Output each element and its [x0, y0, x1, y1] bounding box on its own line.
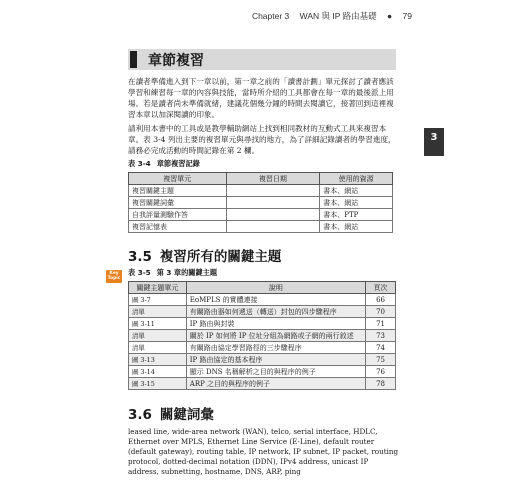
table-3-5-title: 第 3 章的關鍵主題 [156, 268, 218, 277]
key-topic-cell: 清單 [129, 342, 187, 354]
header-bullet-icon: ● [387, 11, 393, 21]
col-header-review-unit: 複習單元 [129, 173, 227, 185]
key-topic-cell: 圖 3-13 [129, 354, 187, 366]
table-row [129, 197, 393, 209]
key-topic-cell: 圖 3-7 [129, 294, 187, 306]
table-3-4-caption [128, 159, 200, 169]
page-cell: 78 [366, 378, 396, 390]
table-row [129, 318, 396, 330]
key-topic-icon [106, 270, 122, 283]
chapter-review-paragraph-2: 請利用本書中的工具或是教學輔助網站上找到相同教材的互動式工具來複習本章。表 3-4 列出主要的複習單元與尋找的地方，為了詳細記錄讀者的學習進度，請務必完成活動的時間記錄在第 2 欄。 [128, 124, 396, 155]
review-date-cell [226, 185, 320, 197]
section-3-5-title: 複習所有的關鍵主題 [159, 249, 282, 265]
key-topic-cell: 圖 3-11 [129, 318, 187, 330]
col-header-key-topic: 關鍵主題單元 [129, 282, 187, 294]
chapter-review-paragraph-1: 在讀者準備進入到下一章以前，第一章之前的「讀書計劃」單元探討了讀者應該學習和練習每一章的內容與技能，當時所介紹的工具都會在每一章的最後派上用場。若是讀者尚未準備就緒，建議花個幾分鐘的時間去閱讀它，接著回到這裡複習本章以加深閱讀的印象。 [128, 77, 394, 119]
table-row [129, 330, 396, 342]
running-header [252, 10, 412, 22]
description-cell: 有關路由協定學習路徑的三步驟程序 [186, 342, 365, 354]
page-cell: 66 [366, 294, 396, 306]
table-row [129, 342, 396, 354]
section-3-5-number: 3.5 [128, 249, 152, 265]
resource-cell: 書本、網站 [320, 197, 393, 209]
table-header-row [129, 282, 396, 294]
key-topic-cell: 清單 [129, 330, 187, 342]
key-terms-paragraph: leased line, wide-area network (WAN), telco, serial interface, HDLC, Ethernet over MPLS, Ethernet Line Service (E-Line), default router (default gateway), routing table, IP network, IP subnet, IP packet, routing protocol, dotted-decimal notation (DDN), IPv4 address, unicast IP address, subnetting, hostname, DNS, ARP, ping [128, 427, 399, 476]
description-cell: 有關路由器如何遞送（轉送）封包的四步驟程序 [186, 306, 365, 318]
page-cell: 71 [366, 318, 396, 330]
section-3-6-number: 3.6 [128, 407, 152, 423]
review-date-cell [226, 209, 320, 221]
key-topic-line1: Key [109, 271, 119, 276]
description-cell: IP 路由協定的基本程序 [186, 354, 365, 366]
review-unit-cell: 複習關鍵主題 [129, 185, 227, 197]
chapter-side-tab: 3 [424, 128, 444, 156]
chapter-review-table [128, 172, 393, 233]
page-cell: 73 [366, 330, 396, 342]
review-date-cell [226, 221, 320, 233]
table-row [129, 366, 396, 378]
resource-cell: 書本、網站 [320, 221, 393, 233]
table-row [129, 294, 396, 306]
table-header-row [129, 173, 393, 185]
col-header-resource: 使用的資源 [320, 173, 393, 185]
section-3-5-heading [128, 245, 281, 265]
col-header-description: 說明 [186, 282, 365, 294]
key-topic-cell: 圖 3-15 [129, 378, 187, 390]
header-chapter: Chapter 3 [251, 11, 290, 21]
col-header-review-date: 複習日期 [226, 173, 320, 185]
resource-cell: 書本、PTP [320, 209, 393, 221]
key-topic-line2: Topic [107, 276, 121, 281]
table-row [129, 185, 393, 197]
section-3-6-title: 關鍵詞彙 [159, 407, 214, 423]
description-cell: ARP 之目的與程序的例子 [186, 378, 365, 390]
table-3-4-title: 章節複習記錄 [156, 159, 200, 168]
description-cell: EoMPLS 的實體連接 [186, 294, 365, 306]
key-topic-cell: 清單 [129, 306, 187, 318]
review-unit-cell: 自我評量測驗作答 [129, 209, 227, 221]
section-3-6-heading [128, 403, 214, 423]
description-cell: 關於 IP 如何將 IP 位址分組為網路或子網的兩行敘述 [186, 330, 365, 342]
table-row [129, 221, 393, 233]
page-cell: 70 [366, 306, 396, 318]
table-row [129, 378, 396, 390]
page-cell: 74 [366, 342, 396, 354]
table-3-5-caption [128, 268, 217, 278]
chapter-review-title: 章節複習 [148, 53, 204, 69]
review-unit-cell: 複習關鍵詞彙 [129, 197, 227, 209]
key-topics-table [128, 281, 396, 390]
col-header-page: 頁次 [366, 282, 396, 294]
table-3-5-number: 表 3-5 [128, 268, 151, 277]
key-topic-cell: 圖 3-14 [129, 366, 187, 378]
table-row [129, 354, 396, 366]
table-row [129, 306, 396, 318]
header-title: WAN 與 IP 路由基礎 [299, 11, 377, 21]
table-row [129, 209, 393, 221]
description-cell: 顯示 DNS 名稱解析之目的與程序的例子 [186, 366, 365, 378]
review-date-cell [226, 197, 320, 209]
review-unit-cell: 複習記憶表 [129, 221, 227, 233]
banner-marker [130, 51, 137, 68]
description-cell: IP 路由與封裝 [186, 318, 365, 330]
page-cell: 76 [366, 366, 396, 378]
page-cell: 75 [366, 354, 396, 366]
page-number: 79 [402, 11, 412, 21]
chapter-review-banner [128, 49, 396, 70]
table-3-4-number: 表 3-4 [128, 159, 151, 168]
resource-cell: 書本、網站 [320, 185, 393, 197]
